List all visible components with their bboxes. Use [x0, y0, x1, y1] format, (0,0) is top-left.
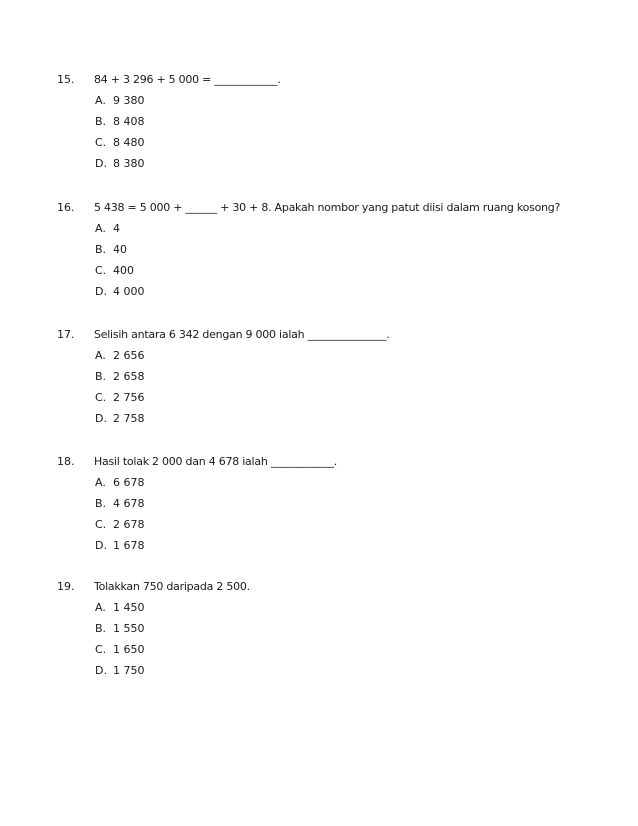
option-value: 2 758 — [113, 412, 145, 425]
question-text: Hasil tolak 2 000 dan 4 678 ialah ____________. — [94, 455, 338, 468]
option-letter: A. — [95, 94, 106, 107]
question-19 — [0, 577, 638, 681]
option-value: 2 678 — [113, 518, 145, 531]
answer-options — [0, 597, 638, 681]
option-b — [0, 618, 638, 639]
question-text: 84 + 3 296 + 5 000 = ____________. — [94, 73, 281, 86]
option-letter: A. — [95, 349, 106, 362]
option-letter: B. — [95, 115, 107, 128]
option-value: 6 678 — [113, 476, 145, 489]
question-number: 15. — [57, 73, 75, 86]
option-a — [0, 218, 638, 239]
question-18 — [0, 452, 638, 556]
option-letter: B. — [95, 497, 107, 510]
question-stem — [0, 70, 638, 90]
option-a — [0, 472, 638, 493]
option-value: 4 678 — [113, 497, 145, 510]
option-letter: C. — [95, 136, 107, 149]
option-d — [0, 535, 638, 556]
option-value: 40 — [113, 243, 127, 256]
option-letter: A. — [95, 222, 106, 235]
option-letter: C. — [95, 643, 107, 656]
option-value: 9 380 — [113, 94, 145, 107]
question-stem — [0, 325, 638, 345]
question-text: Tolakkan 750 daripada 2 500. — [94, 580, 250, 593]
question-number: 18. — [57, 455, 75, 468]
option-a — [0, 597, 638, 618]
option-value: 2 656 — [113, 349, 145, 362]
answer-options — [0, 218, 638, 302]
option-value: 8 380 — [113, 157, 145, 170]
option-d — [0, 408, 638, 429]
option-letter: C. — [95, 391, 107, 404]
option-c — [0, 260, 638, 281]
option-b — [0, 239, 638, 260]
option-b — [0, 111, 638, 132]
option-value: 1 550 — [113, 622, 145, 635]
question-17 — [0, 325, 638, 429]
option-c — [0, 639, 638, 660]
option-value: 1 650 — [113, 643, 145, 656]
question-15 — [0, 70, 638, 174]
option-value: 1 450 — [113, 601, 145, 614]
option-value: 2 756 — [113, 391, 145, 404]
option-value: 1 750 — [113, 664, 145, 677]
option-d — [0, 281, 638, 302]
option-value: 2 658 — [113, 370, 145, 383]
answer-options — [0, 472, 638, 556]
question-number: 17. — [57, 328, 75, 341]
option-c — [0, 387, 638, 408]
option-value: 4 000 — [113, 285, 145, 298]
option-value: 4 — [113, 222, 120, 235]
question-16 — [0, 198, 638, 302]
option-c — [0, 514, 638, 535]
option-letter: D. — [95, 285, 107, 298]
option-value: 1 678 — [113, 539, 145, 552]
option-letter: A. — [95, 601, 106, 614]
option-letter: A. — [95, 476, 106, 489]
option-letter: D. — [95, 664, 107, 677]
option-letter: C. — [95, 518, 107, 531]
question-stem — [0, 577, 638, 597]
option-b — [0, 493, 638, 514]
option-letter: D. — [95, 539, 107, 552]
option-value: 8 480 — [113, 136, 145, 149]
option-letter: B. — [95, 370, 107, 383]
option-c — [0, 132, 638, 153]
option-d — [0, 153, 638, 174]
answer-options — [0, 90, 638, 174]
question-text: 5 438 = 5 000 + ______ + 30 + 8. Apakah nombor yang patut diisi dalam ruang kosong? — [94, 201, 561, 214]
option-letter: D. — [95, 157, 107, 170]
question-number: 16. — [57, 201, 75, 214]
option-letter: D. — [95, 412, 107, 425]
answer-options — [0, 345, 638, 429]
option-a — [0, 90, 638, 111]
option-d — [0, 660, 638, 681]
option-value: 400 — [113, 264, 134, 277]
option-a — [0, 345, 638, 366]
question-stem — [0, 198, 638, 218]
question-stem — [0, 452, 638, 472]
question-number: 19. — [57, 580, 75, 593]
option-value: 8 408 — [113, 115, 145, 128]
option-letter: B. — [95, 622, 107, 635]
option-letter: B. — [95, 243, 107, 256]
option-b — [0, 366, 638, 387]
question-text: Selisih antara 6 342 dengan 9 000 ialah _______________. — [94, 328, 390, 341]
option-letter: C. — [95, 264, 107, 277]
